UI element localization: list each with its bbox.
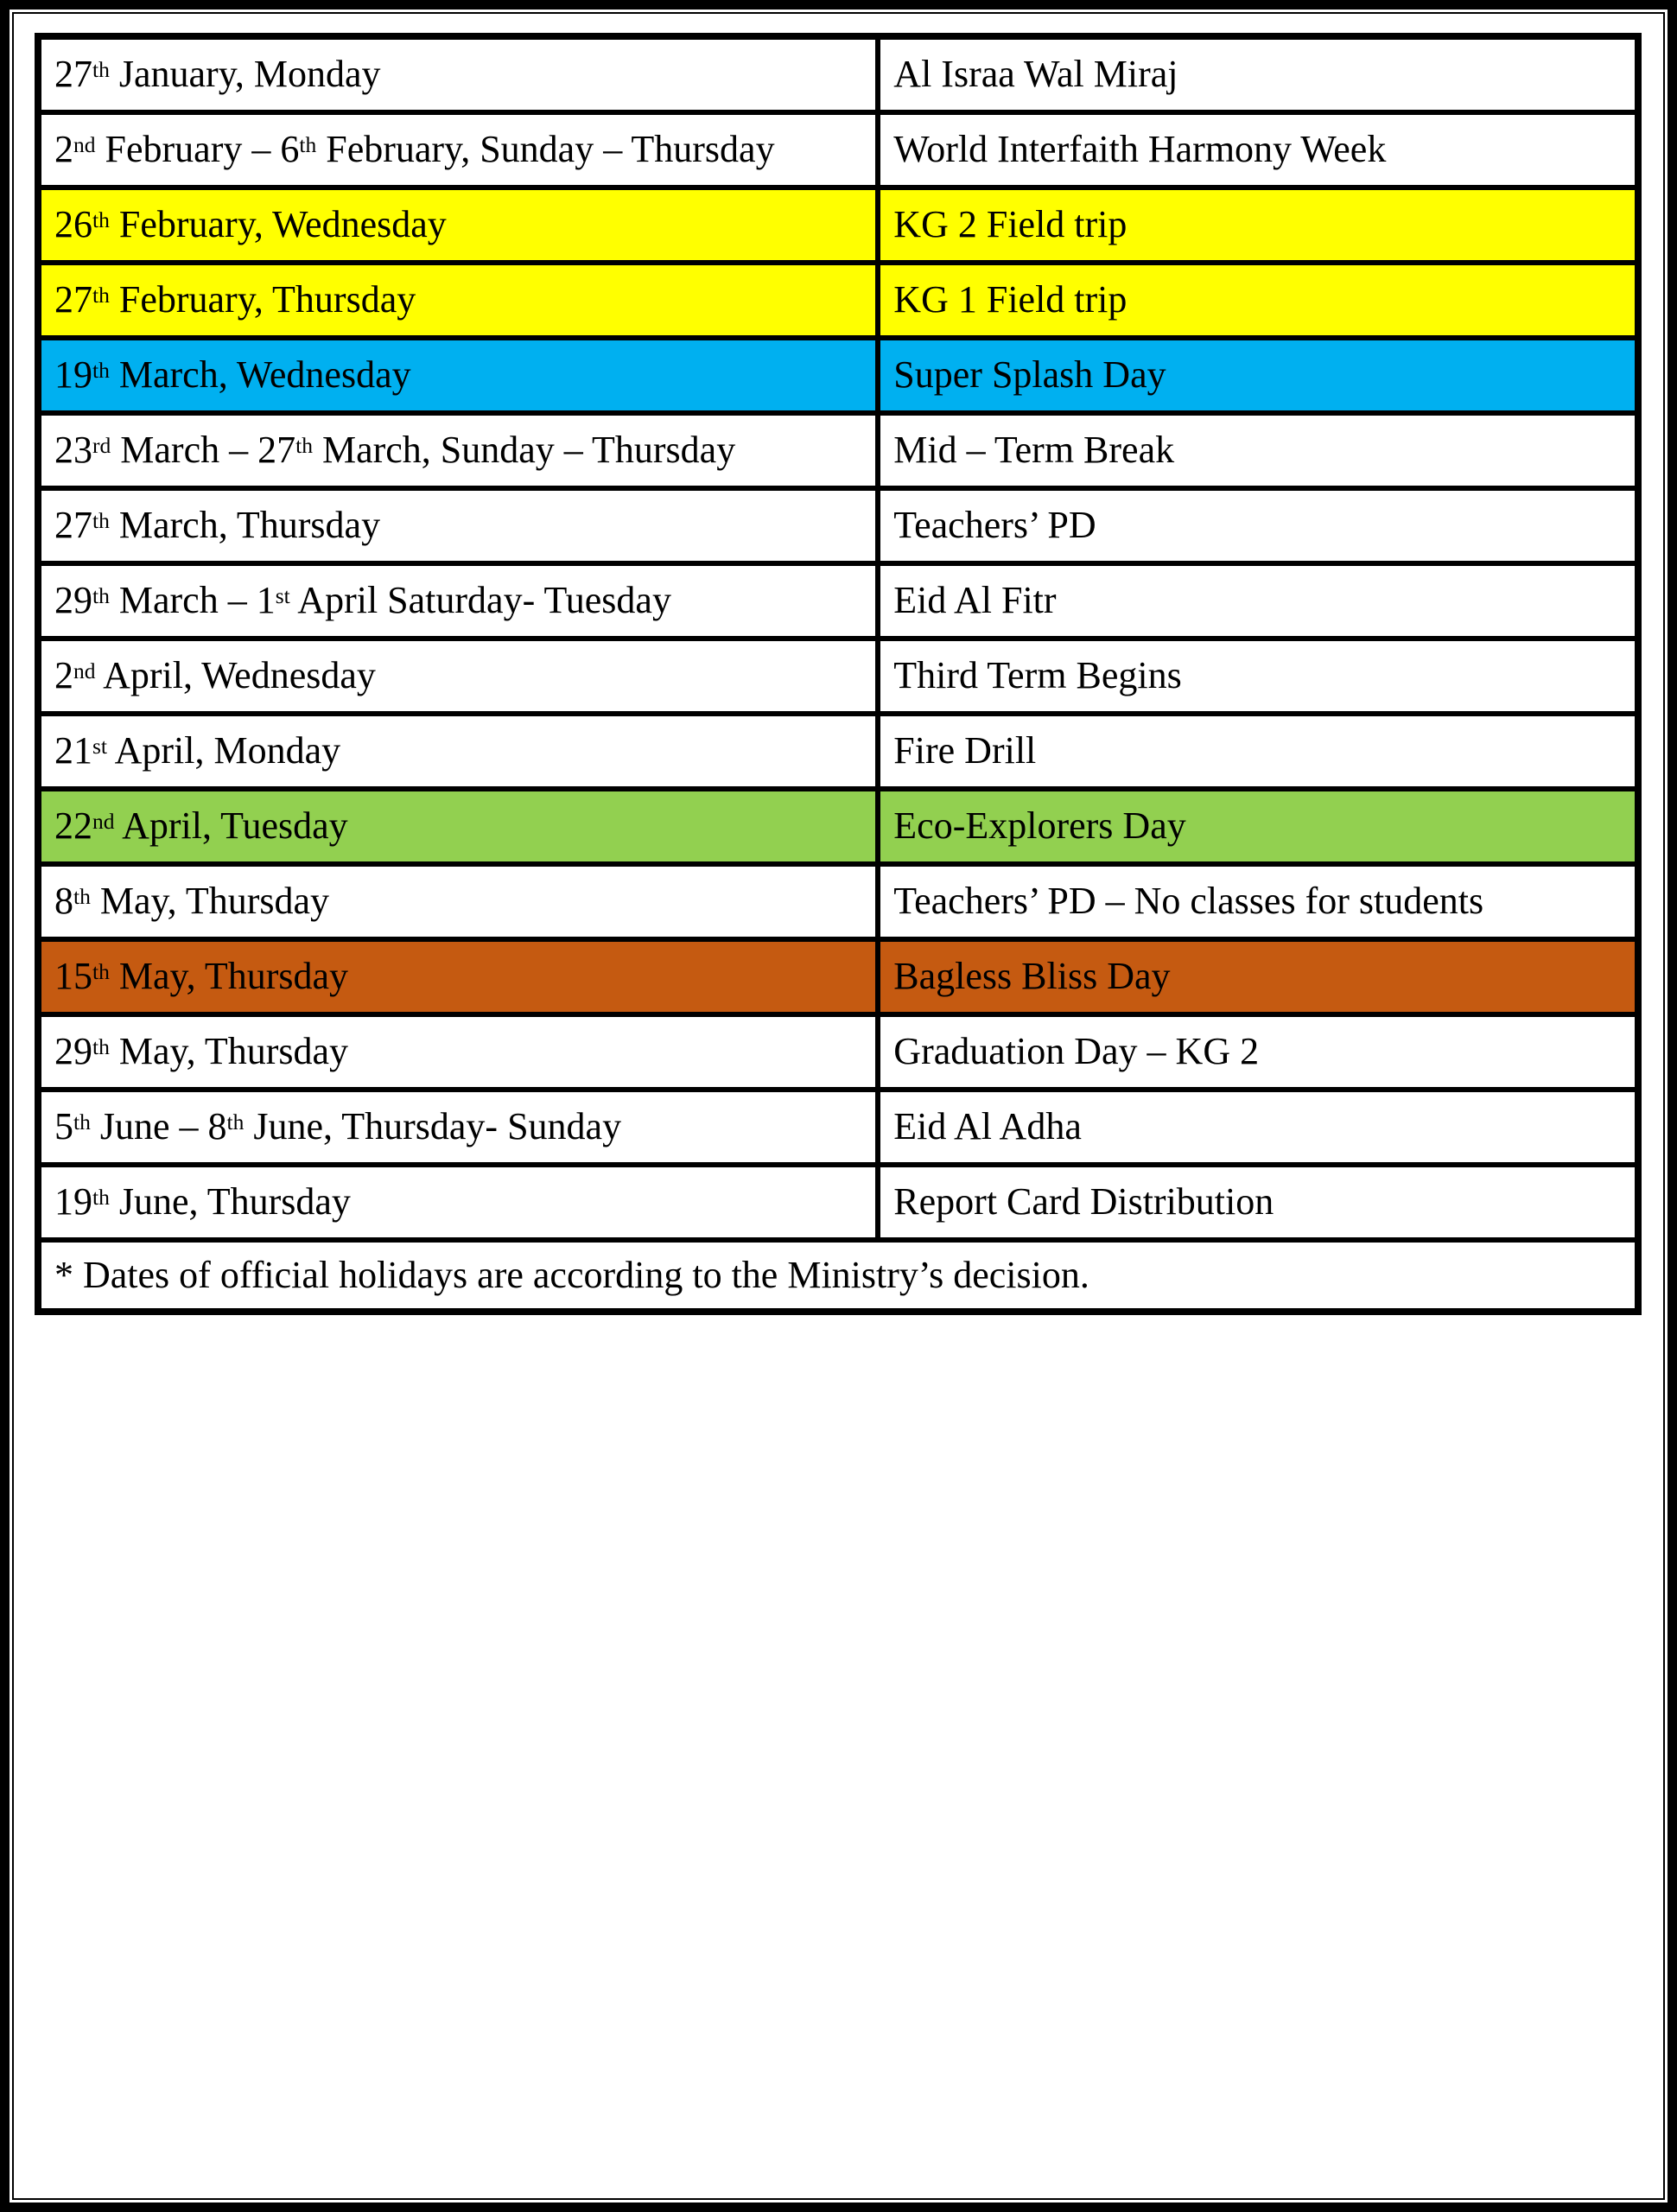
table-row	[38, 488, 1638, 563]
date-cell: 23rd March – 27th March, Sunday – Thursday	[38, 413, 878, 488]
table-row	[38, 714, 1638, 789]
ordinal-suffix: th	[92, 357, 110, 383]
date-cell: 27th March, Thursday	[38, 488, 878, 563]
ordinal-suffix: nd	[73, 658, 96, 683]
event-cell: Report Card Distribution	[878, 1165, 1638, 1240]
ordinal-suffix: th	[226, 1109, 245, 1135]
date-cell: 15th May, Thursday	[38, 939, 878, 1014]
event-cell: Fire Drill	[878, 714, 1638, 789]
table-row	[38, 1165, 1638, 1240]
table-row	[38, 112, 1638, 188]
table-row	[38, 939, 1638, 1014]
date-cell: 5th June – 8th June, Thursday- Sunday	[38, 1090, 878, 1165]
event-cell: Eid Al Adha	[878, 1090, 1638, 1165]
ordinal-suffix: th	[73, 1109, 91, 1135]
date-cell: 27th February, Thursday	[38, 263, 878, 338]
event-cell: Mid – Term Break	[878, 413, 1638, 488]
ordinal-suffix: th	[295, 432, 313, 458]
table-row	[38, 413, 1638, 488]
ordinal-suffix: th	[73, 883, 91, 909]
table-row	[38, 864, 1638, 939]
ordinal-suffix: th	[92, 56, 110, 82]
event-cell: Bagless Bliss Day	[878, 939, 1638, 1014]
ordinal-suffix: st	[92, 733, 108, 759]
event-cell: Teachers’ PD	[878, 488, 1638, 563]
date-cell: 21st April, Monday	[38, 714, 878, 789]
event-cell: KG 2 Field trip	[878, 188, 1638, 263]
ordinal-suffix: th	[92, 507, 110, 533]
ordinal-suffix: th	[92, 282, 110, 308]
ordinal-suffix: th	[92, 958, 110, 984]
footer-note: * Dates of official holidays are according to the Ministry’s decision.	[38, 1240, 1638, 1312]
table-row	[38, 263, 1638, 338]
date-cell: 26th February, Wednesday	[38, 188, 878, 263]
date-cell: 27th January, Monday	[38, 36, 878, 112]
date-cell: 8th May, Thursday	[38, 864, 878, 939]
event-cell: Third Term Begins	[878, 639, 1638, 714]
calendar-table-footer	[38, 1240, 1638, 1312]
ordinal-suffix: nd	[92, 808, 115, 834]
ordinal-suffix: nd	[73, 131, 96, 157]
table-row	[38, 1014, 1638, 1090]
ordinal-suffix: rd	[92, 432, 111, 458]
footer-row	[38, 1240, 1638, 1312]
ordinal-suffix: st	[275, 582, 290, 608]
event-cell: Eid Al Fitr	[878, 563, 1638, 639]
date-cell: 29th May, Thursday	[38, 1014, 878, 1090]
calendar-table-body	[38, 36, 1638, 1240]
ordinal-suffix: th	[92, 207, 110, 232]
ordinal-suffix: th	[92, 1184, 110, 1210]
event-cell: Super Splash Day	[878, 338, 1638, 413]
event-cell: Graduation Day – KG 2	[878, 1014, 1638, 1090]
table-row	[38, 639, 1638, 714]
ordinal-suffix: th	[299, 131, 317, 157]
page-content	[35, 33, 1642, 1315]
ordinal-suffix: th	[92, 1033, 110, 1059]
date-cell: 2nd April, Wednesday	[38, 639, 878, 714]
date-cell: 2nd February – 6th February, Sunday – Thursday	[38, 112, 878, 188]
table-row	[38, 338, 1638, 413]
ordinal-suffix: th	[92, 582, 110, 608]
table-row	[38, 789, 1638, 864]
table-row	[38, 563, 1638, 639]
event-cell: Teachers’ PD – No classes for students	[878, 864, 1638, 939]
table-row	[38, 188, 1638, 263]
date-cell: 29th March – 1st April Saturday- Tuesday	[38, 563, 878, 639]
event-cell: World Interfaith Harmony Week	[878, 112, 1638, 188]
table-row	[38, 36, 1638, 112]
event-cell: KG 1 Field trip	[878, 263, 1638, 338]
school-calendar-table	[35, 33, 1642, 1315]
event-cell: Al Israa Wal Miraj	[878, 36, 1638, 112]
date-cell: 22nd April, Tuesday	[38, 789, 878, 864]
table-row	[38, 1090, 1638, 1165]
date-cell: 19th June, Thursday	[38, 1165, 878, 1240]
event-cell: Eco-Explorers Day	[878, 789, 1638, 864]
date-cell: 19th March, Wednesday	[38, 338, 878, 413]
